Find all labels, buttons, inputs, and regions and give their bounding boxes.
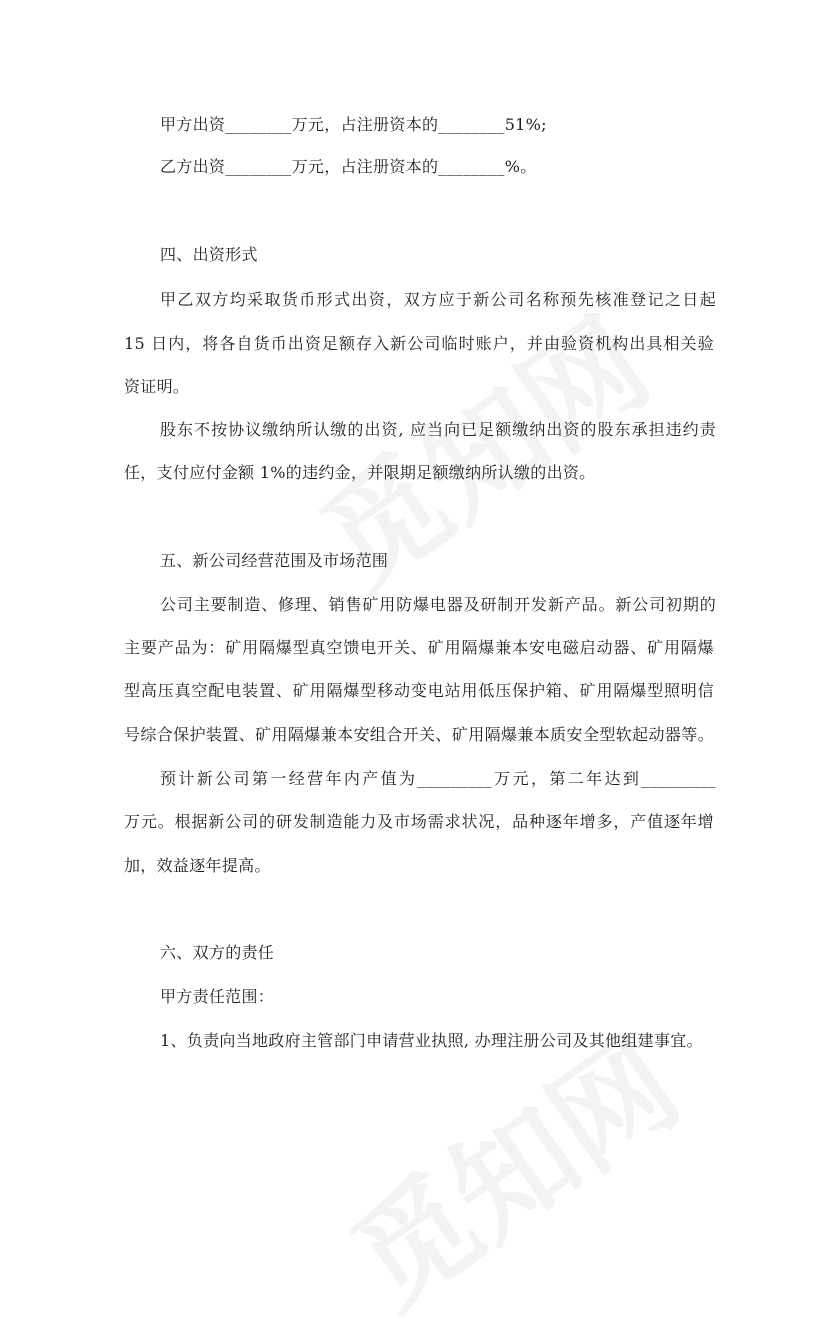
paragraph-line: 预计新公司第一经营年内产值为_________万元，第二年达到_________	[160, 769, 716, 788]
paragraph-line: 15 日内，将各自货币出资足额存入新公司临时账户，并由验资机构出具相关验	[124, 334, 714, 353]
paragraph-line: 乙方出资________万元，占注册资本的________%。	[160, 157, 537, 176]
section-heading: 五、新公司经营范围及市场范围	[160, 551, 389, 570]
section-heading: 六、双方的责任	[160, 943, 275, 962]
paragraph-line: 主要产品为：矿用隔爆型真空馈电开关、矿用隔爆兼本安电磁启动器、矿用隔爆	[124, 638, 714, 657]
section-heading: 四、出资形式	[160, 245, 258, 264]
paragraph-line: 号综合保护装置、矿用隔爆兼本安组合开关、矿用隔爆兼本质安全型软起动器等。	[124, 725, 714, 744]
paragraph-line: 甲乙双方均采取货币形式出资，双方应于新公司名称预先核准登记之日起	[160, 290, 716, 309]
paragraph-line: 甲方出资________万元，占注册资本的________51%;	[160, 115, 547, 134]
paragraph-line: 1、负责向当地政府主管部门申请营业执照, 办理注册公司及其他组建事宜。	[160, 1031, 703, 1050]
paragraph-line: 资证明。	[124, 377, 190, 396]
paragraph-line: 股东不按协议缴纳所认缴的出资, 应当向已足额缴纳出资的股东承担违约责	[160, 420, 716, 439]
paragraph-line: 甲方责任范围：	[160, 987, 275, 1006]
paragraph-line: 型高压真空配电装置、矿用隔爆型移动变电站用低压保护箱、矿用隔爆型照明信	[124, 681, 714, 700]
paragraph-line: 加，效益逐年提高。	[124, 856, 271, 875]
paragraph-line: 万元。根据新公司的研发制造能力及市场需求状况，品种逐年增多，产值逐年增	[124, 812, 714, 831]
paragraph-line: 公司主要制造、修理、销售矿用防爆电器及研制开发新产品。新公司初期的	[160, 595, 716, 614]
paragraph-line: 任，支付应付金额 1%的违约金，并限期足额缴纳所认缴的出资。	[124, 463, 596, 482]
